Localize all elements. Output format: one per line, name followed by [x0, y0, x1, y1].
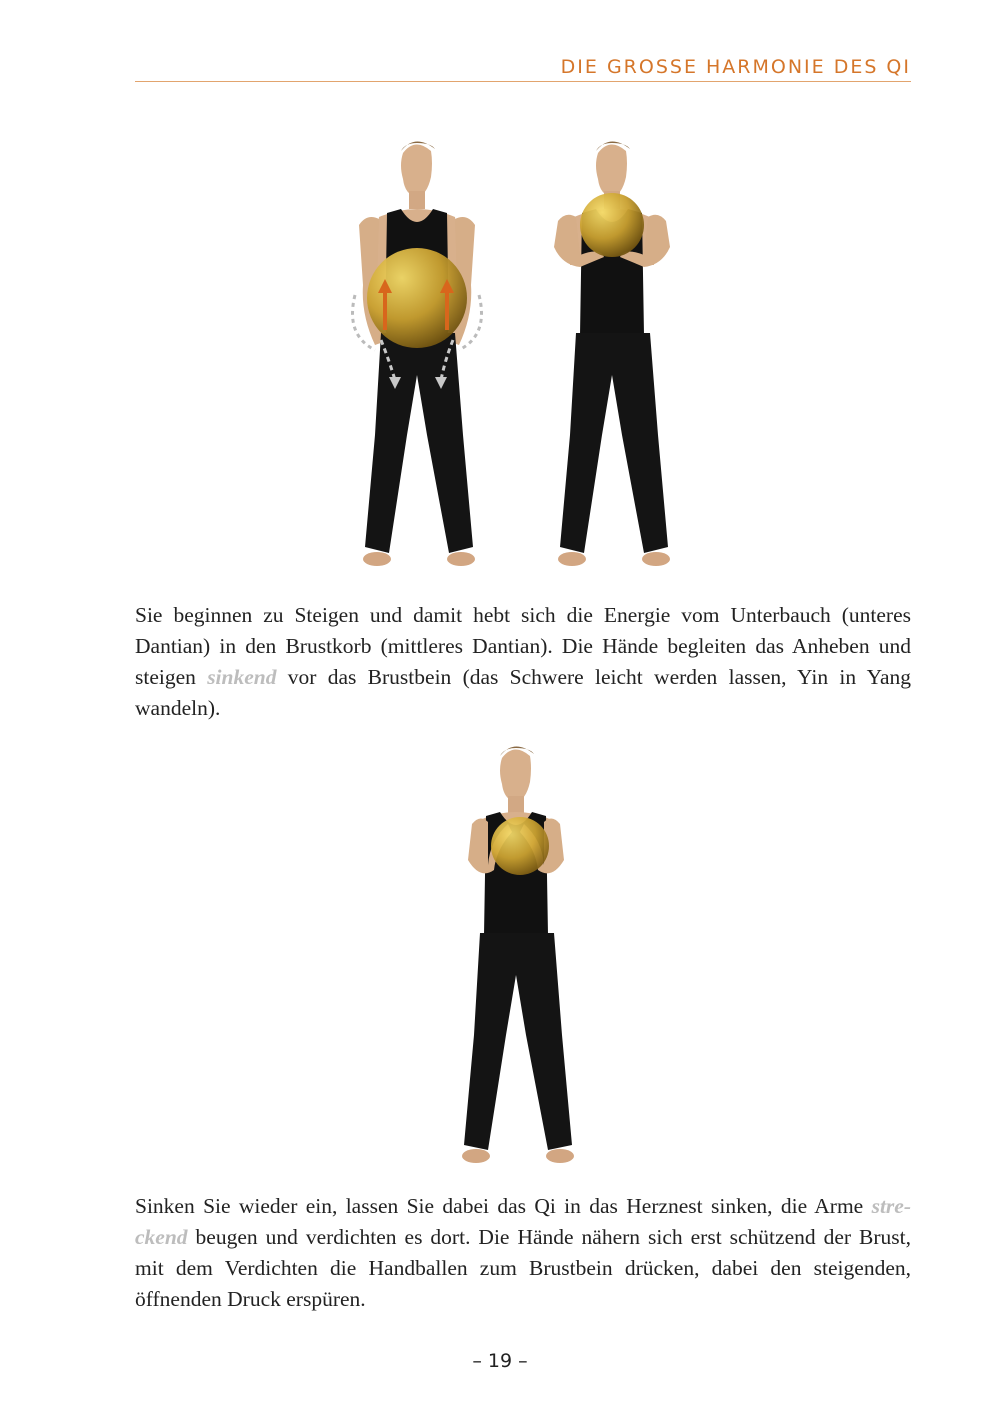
person-silhouette — [359, 141, 475, 566]
qi-ball — [367, 248, 467, 348]
person-silhouette — [462, 746, 574, 1163]
figure-pose-compress — [450, 740, 595, 1170]
emphasis-word: streckend — [135, 1194, 911, 1249]
paragraph-1: Sie beginnen zu Steigen und damit hebt sich die Energie vom Unterbauch (unteres Dantian) in den Brustkorb (mittleres Dantian). Die Hände begleiten das Anheben und steigen sinkend vor das Brustbein (das Schwere leicht werden lassen, Yin in Yang wandeln). — [135, 603, 911, 720]
figure-pose-lower — [345, 135, 490, 575]
emphasis-word: sinkend — [207, 665, 277, 689]
paragraph-2: Sinken Sie wieder ein, lassen Sie dabei das Qi in das Herznest sinken, die Arme streckend beugen und verdichten es dort. Die Hände nähern sich erst schützend der Brust, mit dem Verdichten die Handballen zum Brustbein drücken, dabei den steigenden, öffnenden Druck erspüren. — [135, 1194, 911, 1311]
running-header: DIE GROSSE HARMONIE DES QI — [560, 56, 911, 78]
qi-ball — [491, 817, 549, 875]
figure-pose-raise — [540, 135, 685, 575]
qi-ball — [580, 193, 644, 257]
page-number: – 19 – — [472, 1350, 528, 1372]
header-rule — [135, 81, 911, 82]
